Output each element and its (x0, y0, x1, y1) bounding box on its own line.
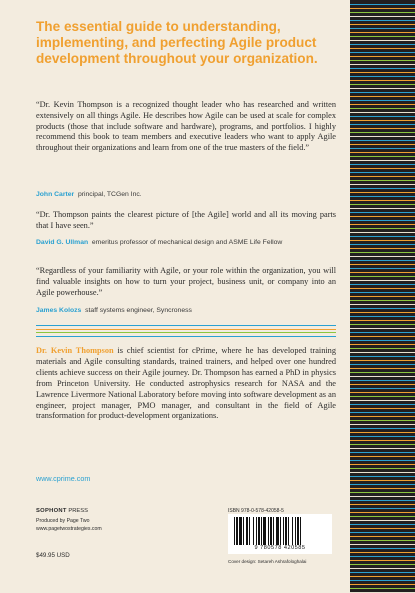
spine-stripe (350, 124, 415, 125)
spine-stripe (350, 408, 415, 409)
spine-stripe (350, 228, 415, 229)
spine-stripe (350, 80, 415, 81)
cover-design-credit: Cover design: Setareh Ashrafologhalai (228, 559, 307, 564)
spine-stripe (350, 512, 415, 513)
spine-stripe (350, 384, 415, 385)
spine-stripe (350, 456, 415, 457)
spine-stripe (350, 252, 415, 253)
spine-stripe (350, 368, 415, 369)
spine-stripe (350, 476, 415, 477)
spine-stripe (350, 64, 415, 65)
spine-stripe (350, 164, 415, 165)
testimonial-quote-3: “Regardless of your familiarity with Agile, or your role within the organization, you will find valuable insights on how to turn your project, business unit, or company into an Agile powerhouse.” (36, 266, 336, 297)
barcode-bar (258, 517, 260, 545)
spine-stripe (350, 584, 415, 585)
barcode-bar (268, 517, 269, 545)
testimonial-name-3: James Kolozs (36, 307, 82, 314)
website-link[interactable]: www.cprime.com (36, 474, 91, 483)
spine-stripe (350, 284, 415, 285)
spine-stripe (350, 20, 415, 21)
spine-stripe (350, 280, 415, 281)
barcode-bar (256, 517, 257, 545)
spine-stripe (350, 176, 415, 177)
spine-stripe (350, 128, 415, 129)
barcode-bar (253, 517, 254, 545)
divider-rule (36, 332, 336, 333)
spine-stripe (350, 224, 415, 225)
spine-stripe (350, 188, 415, 189)
spine-stripe (350, 192, 415, 193)
spine-stripe (350, 240, 415, 241)
spine-stripe (350, 448, 415, 449)
producer-info (36, 518, 102, 533)
barcode-bar (246, 517, 248, 545)
spine-stripe (350, 392, 415, 393)
testimonial-title-2: emeritus professor of mechanical design and ASME Life Fellow (91, 239, 283, 246)
barcode-bar (283, 517, 284, 545)
spine-stripe (350, 572, 415, 573)
spine-stripe (350, 200, 415, 201)
spine-stripe (350, 432, 415, 433)
spine-stripe (350, 312, 415, 313)
spine-stripe (350, 556, 415, 557)
spine-stripe (350, 148, 415, 149)
barcode-bar (261, 517, 262, 545)
spine-stripe (350, 376, 415, 377)
spine-stripe (350, 412, 415, 413)
spine-stripe (350, 404, 415, 405)
spine-stripes (350, 0, 415, 593)
spine-stripe (350, 104, 415, 105)
spine-stripe (350, 292, 415, 293)
spine-stripe (350, 484, 415, 485)
spine-stripe (350, 232, 415, 233)
spine-stripe (350, 24, 415, 25)
spine-stripe (350, 552, 415, 553)
spine-stripe (350, 216, 415, 217)
spine-stripe (350, 276, 415, 277)
spine-stripe (350, 184, 415, 185)
spine-stripe (350, 340, 415, 341)
produced-by: Produced by Page Two (36, 518, 90, 524)
spine-stripe (350, 168, 415, 169)
spine-stripe (350, 220, 415, 221)
barcode-bar (249, 517, 250, 545)
spine-stripe (350, 212, 415, 213)
spine-stripe (350, 48, 415, 49)
barcode-bar (263, 517, 266, 545)
spine-stripe (350, 260, 415, 261)
testimonial-name-2: David G. Ullman (36, 239, 89, 246)
testimonial-attribution-2 (36, 238, 336, 248)
divider-rule (36, 329, 336, 330)
spine-stripe (350, 336, 415, 337)
spine-stripe (350, 324, 415, 325)
spine-stripe (350, 60, 415, 61)
spine-stripe (350, 508, 415, 509)
spine-stripe (350, 416, 415, 417)
spine-stripe (350, 180, 415, 181)
spine-stripe (350, 8, 415, 9)
spine-stripe (350, 256, 415, 257)
spine-stripe (350, 444, 415, 445)
spine-stripe (350, 108, 415, 109)
divider-rule (36, 325, 336, 326)
spine-stripe (350, 40, 415, 41)
spine-stripe (350, 472, 415, 473)
barcode-bar (239, 517, 242, 545)
spine-stripe (350, 356, 415, 357)
spine-stripe (350, 536, 415, 537)
spine-stripe (350, 420, 415, 421)
publisher-name (36, 507, 88, 515)
spine-stripe (350, 480, 415, 481)
barcode-bars (234, 517, 326, 545)
spine-stripe (350, 144, 415, 145)
author-bio-text: is chief scientist for cPrime, where he has developed training materials and Agile consulting standards, trained trainers, and helped over one hundred clients achieve success on their Agile journey. Dr. Thompson has earned a PhD in physics from Princeton University. He conducted astrophysics research for NASA and the Lawrence Livermore National Laboratory before moving into software development as an engineer, project manager, PMO manager, and consultant in the field of Agile transformation for product-development organizations. (36, 346, 336, 421)
spine-stripe (350, 424, 415, 425)
barcode-bar (288, 517, 289, 545)
spine-stripe (350, 464, 415, 465)
barcode-bar (285, 517, 287, 545)
spine-stripe (350, 564, 415, 565)
spine-stripe (350, 136, 415, 137)
barcode-bar (292, 517, 293, 545)
spine-stripe (350, 44, 415, 45)
spine-stripe (350, 68, 415, 69)
spine-stripe (350, 288, 415, 289)
spine-stripe (350, 268, 415, 269)
spine-stripe (350, 548, 415, 549)
spine-stripe (350, 576, 415, 577)
spine-stripe (350, 244, 415, 245)
spine-stripe (350, 440, 415, 441)
spine-stripe (350, 352, 415, 353)
spine-stripe (350, 172, 415, 173)
spine-stripe (350, 100, 415, 101)
spine-stripe (350, 316, 415, 317)
spine-stripe (350, 504, 415, 505)
spine-stripe (350, 528, 415, 529)
spine-stripe (350, 332, 415, 333)
spine-stripe (350, 208, 415, 209)
divider-rule (36, 336, 336, 337)
spine-stripe (350, 560, 415, 561)
barcode-bar (295, 517, 296, 545)
spine-stripe (350, 88, 415, 89)
spine-stripe (350, 28, 415, 29)
spine-stripe (350, 112, 415, 113)
barcode (228, 514, 332, 554)
spine-stripe (350, 304, 415, 305)
spine-stripe (350, 428, 415, 429)
spine-stripe (350, 92, 415, 93)
spine-stripe (350, 152, 415, 153)
spine-stripe (350, 264, 415, 265)
barcode-bar (273, 517, 274, 545)
spine-stripe (350, 516, 415, 517)
spine-stripe (350, 116, 415, 117)
spine-stripe (350, 132, 415, 133)
spine-stripe (350, 496, 415, 497)
spine-stripe (350, 328, 415, 329)
spine-stripe (350, 452, 415, 453)
spine-stripe (350, 400, 415, 401)
spine-stripe (350, 236, 415, 237)
spine-stripe (350, 300, 415, 301)
spine-stripe (350, 380, 415, 381)
spine-stripe (350, 372, 415, 373)
testimonial-name-1: John Carter (36, 191, 75, 198)
isbn: ISBN 978-0-578-42058-5 (228, 508, 284, 514)
spine-stripe (350, 388, 415, 389)
barcode-bar (270, 517, 272, 545)
spine-stripe (350, 544, 415, 545)
price: $49.95 USD (36, 552, 70, 559)
barcode-bar (234, 517, 235, 545)
author-name: Dr. Kevin Thompson (36, 346, 114, 355)
spine-stripe (350, 580, 415, 581)
testimonial-quote-1: “Dr. Kevin Thompson is a recognized thought leader who has researched and written extensively on all things Agile. He describes how Agile can be used at scale for complex products (those that include software and hardware), programs, and portfolios. I highly recommend this book to team members and executive leaders who want to apply Agile throughout their organizations and learn from one of the true masters of the field.” (36, 100, 336, 153)
testimonial-title-3: staff systems engineer, Syncroness (85, 307, 192, 314)
spine-stripe (350, 296, 415, 297)
producer-url[interactable]: www.pagetwostrategies.com (36, 525, 102, 532)
spine-stripe (350, 96, 415, 97)
spine-stripe (350, 360, 415, 361)
spine-stripe (350, 488, 415, 489)
spine-stripe (350, 568, 415, 569)
barcode-bar (280, 517, 281, 545)
spine-stripe (350, 588, 415, 589)
barcode-bar (276, 517, 279, 545)
spine-stripe (350, 532, 415, 533)
barcode-number: 9 780578 420585 (254, 545, 306, 551)
spine-stripe (350, 16, 415, 17)
spine-stripe (350, 120, 415, 121)
spine-stripe (350, 320, 415, 321)
spine-stripe (350, 72, 415, 73)
testimonial-attribution-1 (36, 190, 336, 200)
publisher-brand: SOPHONT (36, 508, 67, 514)
spine-stripe (350, 468, 415, 469)
spine-stripe (350, 540, 415, 541)
testimonial-quote-2: “Dr. Thompson paints the clearest picture of [the Agile] world and all its moving parts that I have seen.” (36, 210, 336, 230)
spine-stripe (350, 272, 415, 273)
spine-stripe (350, 460, 415, 461)
author-bio (36, 346, 336, 422)
spine-stripe (350, 32, 415, 33)
spine-stripe (350, 156, 415, 157)
spine-stripe (350, 4, 415, 5)
barcode-bar (300, 517, 301, 545)
spine-stripe (350, 396, 415, 397)
spine-stripe (350, 140, 415, 141)
spine-stripe (350, 84, 415, 85)
spine-stripe (350, 520, 415, 521)
spine-stripe (350, 248, 415, 249)
spine-stripe (350, 344, 415, 345)
spine-stripe (350, 160, 415, 161)
barcode-bar (236, 517, 238, 545)
spine-stripe (350, 308, 415, 309)
spine-stripe (350, 36, 415, 37)
barcode-bar (297, 517, 299, 545)
spine-stripe (350, 204, 415, 205)
spine-stripe (350, 436, 415, 437)
spine-stripe (350, 364, 415, 365)
publisher-suffix: PRESS (66, 508, 89, 514)
spine-stripe (350, 196, 415, 197)
spine-stripe (350, 348, 415, 349)
spine-stripe (350, 76, 415, 77)
spine-stripe (350, 500, 415, 501)
testimonial-attribution-3 (36, 306, 336, 316)
spine-stripe (350, 524, 415, 525)
spine-stripe (350, 492, 415, 493)
spine-stripe (350, 56, 415, 57)
spine-stripe (350, 12, 415, 13)
barcode-bar (243, 517, 244, 545)
testimonial-title-1: principal, TCGen Inc. (77, 191, 142, 198)
headline: The essential guide to understanding, implementing, and perfecting Agile product development throughout your organization. (36, 19, 318, 66)
spine-stripe (350, 52, 415, 53)
